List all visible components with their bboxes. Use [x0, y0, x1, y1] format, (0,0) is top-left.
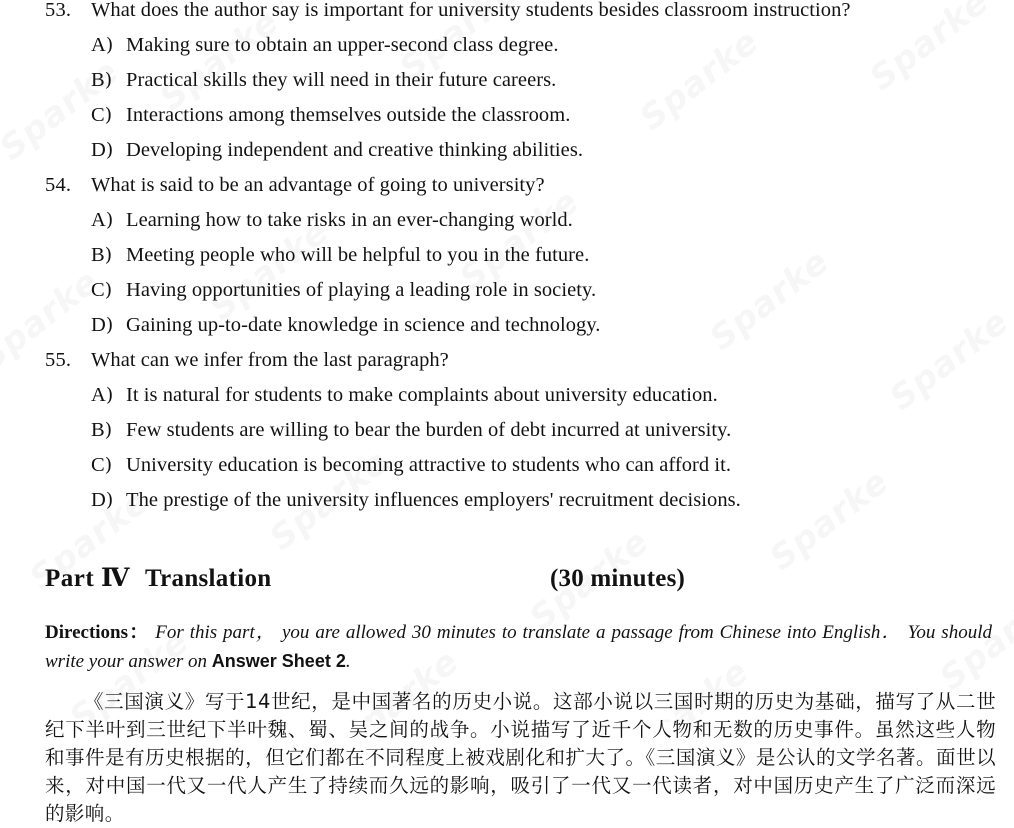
question-stem — [0, 350, 1014, 385]
option-letter: A) — [91, 34, 114, 56]
directions-paragraph — [0, 619, 1014, 676]
option-text: The prestige of the university influences employers' recruitment decisions. — [126, 489, 741, 511]
directions-text: For this part， you are allowed 30 minutes to translate a passage from Chinese into English． You should write your answer on — [45, 622, 992, 672]
option-letter: C) — [91, 279, 113, 301]
option-letter: D) — [91, 139, 114, 161]
option-text: Practical skills they will need in their future careers. — [126, 69, 557, 91]
option-text: Having opportunities of playing a leading role in society. — [126, 279, 597, 301]
question-stem — [0, 0, 1014, 35]
answer-option[interactable] — [0, 210, 1014, 245]
translation-passage: 《三国演义》写于14世纪，是中国著名的历史小说。这部小说以三国时期的历史为基础，描写了从二世纪下半叶到三世纪下半叶魏、蜀、吴之间的战争。小说描写了近千个人物和无数的历史事件。虽然这些人物和事件是有历史根据的，但它们都在不同程度上被戏剧化和扩大了。《三国演义》是公认的文学名著。面世以来，对中国一代又一代人产生了持续而久远的影响，吸引了一代又一代读者，对中国历史产生了广泛而深远的影响。 — [45, 690, 996, 825]
option-text: Making sure to obtain an upper-second class degree. — [126, 34, 559, 56]
answer-option[interactable] — [0, 490, 1014, 525]
answer-option[interactable] — [0, 385, 1014, 420]
question-block — [0, 0, 1014, 175]
option-letter: D) — [91, 314, 114, 336]
part-roman-numeral: Ⅳ — [100, 563, 130, 592]
option-letter: A) — [91, 384, 114, 406]
part-label: Part Ⅳ — [45, 563, 130, 592]
option-text: Interactions among themselves outside the classroom. — [126, 104, 571, 126]
option-letter: B) — [91, 244, 113, 266]
option-text: University education is becoming attractive to students who can afford it. — [126, 454, 732, 476]
option-letter: D) — [91, 489, 114, 511]
option-text: It is natural for students to make complaints about university education. — [126, 384, 718, 406]
option-letter: A) — [91, 209, 114, 231]
option-text: Few students are willing to bear the burden of debt incurred at university. — [126, 419, 732, 441]
directions-text-end: . — [345, 651, 351, 672]
part-heading — [0, 563, 1014, 605]
answer-option[interactable] — [0, 245, 1014, 280]
answer-option[interactable] — [0, 420, 1014, 455]
option-text: Learning how to take risks in an ever-changing world. — [126, 209, 573, 231]
answer-sheet-reference: Answer Sheet 2 — [211, 651, 346, 671]
option-text: Gaining up-to-date knowledge in science and technology. — [126, 314, 601, 336]
question-number: 55. — [45, 349, 72, 371]
option-letter: C) — [91, 104, 113, 126]
question-number: 53. — [45, 0, 72, 21]
option-letter: C) — [91, 454, 113, 476]
option-text: Developing independent and creative thinking abilities. — [126, 139, 584, 161]
answer-option[interactable] — [0, 70, 1014, 105]
option-letter: B) — [91, 69, 113, 91]
question-stem — [0, 175, 1014, 210]
part-time-allotted: (30 minutes) — [550, 565, 686, 592]
question-text: What does the author say is important for university students besides classroom instruction? — [91, 0, 851, 21]
option-letter: B) — [91, 419, 113, 441]
question-text: What can we infer from the last paragraph? — [91, 349, 449, 371]
answer-option[interactable] — [0, 35, 1014, 70]
answer-option[interactable] — [0, 455, 1014, 490]
answer-option[interactable] — [0, 315, 1014, 350]
answer-option[interactable] — [0, 280, 1014, 315]
question-block — [0, 350, 1014, 525]
part-title: Translation — [145, 565, 272, 592]
option-text: Meeting people who will be helpful to you in the future. — [126, 244, 590, 266]
directions-label: Directions： — [45, 622, 150, 643]
answer-option[interactable] — [0, 105, 1014, 140]
question-block — [0, 175, 1014, 350]
question-text: What is said to be an advantage of going to university? — [91, 174, 545, 196]
answer-option[interactable] — [0, 140, 1014, 175]
question-number: 54. — [45, 174, 72, 196]
